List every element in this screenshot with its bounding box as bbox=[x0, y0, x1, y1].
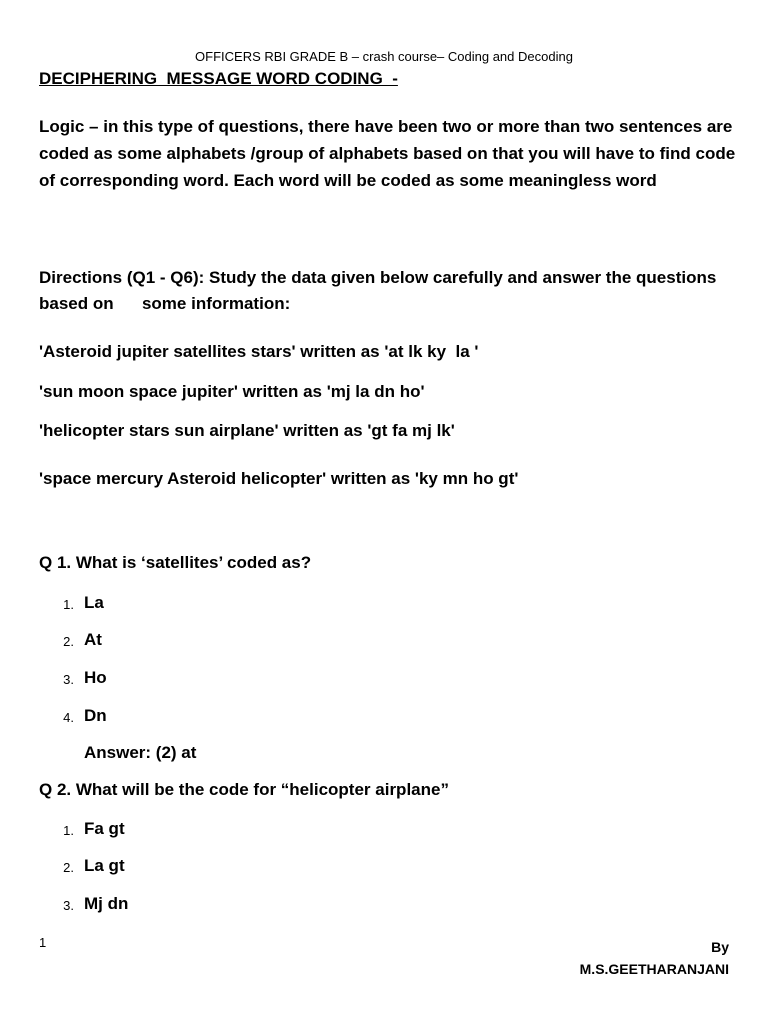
option-number: 2. bbox=[63, 860, 74, 875]
author-byline bbox=[580, 936, 729, 980]
option-text: La gt bbox=[84, 856, 125, 875]
coded-line: 'space mercury Asteroid helicopter' written as 'ky mn ho gt' bbox=[39, 469, 519, 488]
directions-text: Directions (Q1 - Q6): Study the data given below carefully and answer the questions based on some information: bbox=[39, 268, 722, 313]
author-name: M.S.GEETHARANJANI bbox=[579, 961, 729, 977]
by-label: By bbox=[711, 939, 729, 955]
answer-text: Answer: (2) at bbox=[84, 743, 197, 762]
option-text: Fa gt bbox=[84, 819, 125, 838]
option-text: La bbox=[84, 593, 104, 612]
coded-line: 'helicopter stars sun airplane' written as 'gt fa mj lk' bbox=[39, 421, 455, 440]
option-number: 1. bbox=[63, 597, 74, 612]
option-number: 2. bbox=[63, 634, 74, 649]
section-title: DECIPHERING MESSAGE WORD CODING - bbox=[39, 69, 398, 88]
coded-line: 'sun moon space jupiter' written as 'mj la dn ho' bbox=[39, 382, 425, 401]
option-number: 3. bbox=[63, 898, 74, 913]
logic-paragraph: Logic – in this type of questions, there have been two or more than two sentences are coded as some alphabets /group of alphabets based on that you will have to find code of corresponding word. Each word will be coded as some meaningless word bbox=[39, 117, 736, 190]
option-text: Ho bbox=[84, 668, 107, 687]
document-header: OFFICERS RBI GRADE B – crash course– Coding and Decoding bbox=[195, 49, 573, 64]
option-number: 4. bbox=[63, 710, 74, 725]
coded-line: 'Asteroid jupiter satellites stars' written as 'at lk ky la ' bbox=[39, 342, 479, 361]
question-2: Q 2. What will be the code for “helicopter airplane” bbox=[39, 780, 449, 799]
option-number: 3. bbox=[63, 672, 74, 687]
option-text: At bbox=[84, 630, 102, 649]
option-text: Mj dn bbox=[84, 894, 129, 913]
question-1: Q 1. What is ‘satellites’ coded as? bbox=[39, 553, 312, 572]
option-text: Dn bbox=[84, 706, 107, 725]
option-number: 1. bbox=[63, 823, 74, 838]
page-number: 1 bbox=[39, 935, 47, 950]
